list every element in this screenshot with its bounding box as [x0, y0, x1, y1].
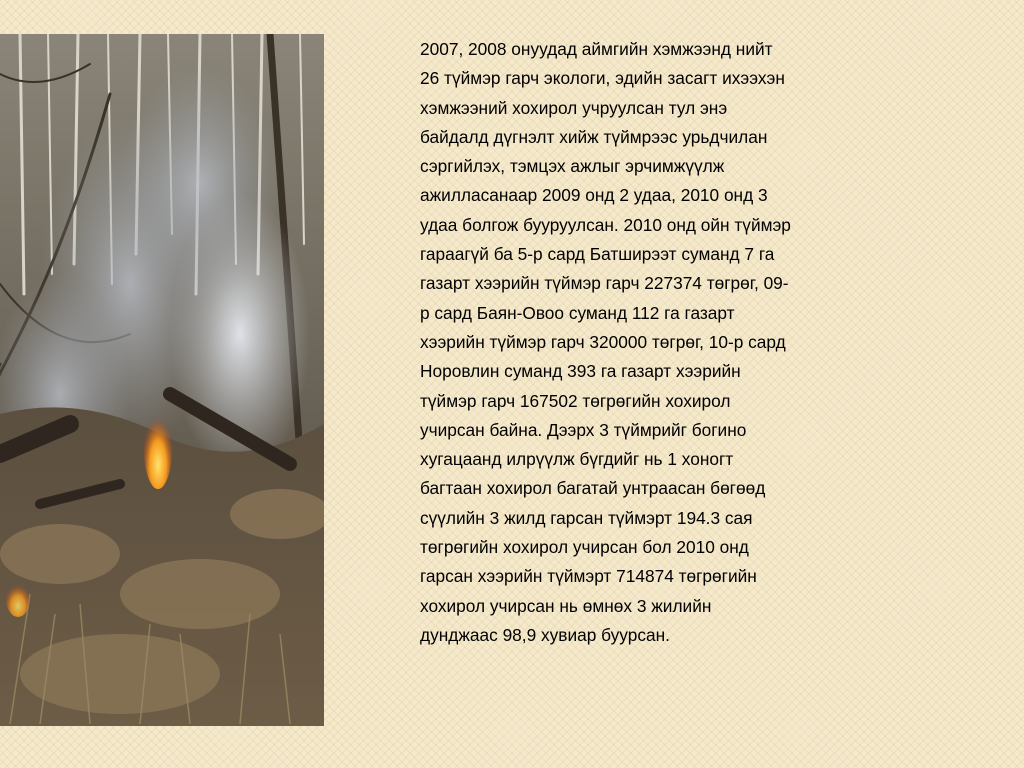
body-text: 2007, 2008 онуудад аймгийн хэмжээнд нийт 26 түймэр гарч экологи, эдийн засагт ихээхэн хэмжээний хохирол учруулсан тул энэ байдалд дүгнэлт хийж түймрээс урьдчилан сэргийлэх, тэмцэх ажлыг эрчимжүүлж ажилласанаар 2009 онд 2 удаа, 2010 онд 3 удаа болгож бууруулсан. 2010 онд ойн түймэр гараагүй ба 5-р сард Батширээт сумaнд 7 га газарт хээрийн түймэр гарч 227374 төгрөг, 09- р сард Баян-Овоо суманд 112 га газарт хээрийн түймэр гарч 320000 төгрөг, 10-р сард Норовлин суманд 393 га газарт хээрийн түймэр гарч 167502 төгрөгийн хохирол учирсан байна. Дээрх 3 түймрийг богино хугацаанд илрүүлж бүгдийг нь 1 хоногт багтаан хохирол багатай унтраасан бөгөөд сүүлийн 3 жилд гарсан түймэрт 194.3 сая төгрөгийн хохирол учирсан бол 2010 онд гарсан хээрийн түймэрт 714874 төгрөгийн хохирол учирсан нь өмнөх 3 жилийн дунджаас 98,9 хувиар буурсан.: [420, 39, 791, 645]
forest-fire-photo-drawing: [0, 34, 324, 726]
forest-fire-photo: [0, 34, 324, 726]
